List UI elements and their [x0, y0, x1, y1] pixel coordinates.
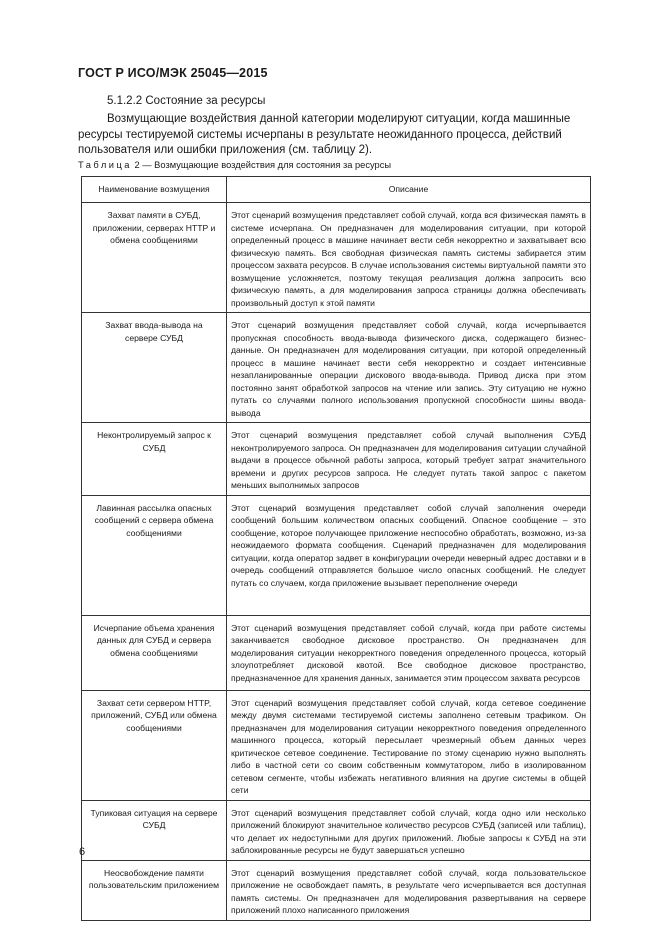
section-intro: Возмущающие воздействия данной категории моделируют ситуации, когда машинные ресурсы тестируемой системы исчерпаны в результате неожиданного процесса, действий пользователя или ошибки приложения (см. таблицу 2). — [78, 113, 571, 156]
column-header-name: Наименование возмущения — [82, 177, 227, 203]
perturbation-name: Захват сети сервером HTTP, приложений, СУБД или обмена сообщениями — [82, 690, 227, 800]
perturbation-description: Этот сценарий возмущения представляет собой случай, когда пользовательское приложение не освобождает память, в результате чего исчерпывается вся доступная память системы. Он предназначен для моделирования развертывания на сервере приложений плохо написанного приложения — [227, 860, 591, 920]
perturbation-description: Этот сценарий возмущения представляет собой случай, когда одно или несколько приложений блокируют значительное количество ресурсов СУБД (записей или таблиц), что делает их недоступными для других приложений. Любые запросы к СУБД на эти заблокированные ресурсы не будут завершаться успешно — [227, 800, 591, 860]
section-title: 5.1.2.2 Состояние за ресурсы — [107, 95, 266, 107]
perturbation-name: Неконтролируемый запрос к СУБД — [82, 423, 227, 496]
table-row — [82, 860, 591, 920]
table-caption-text: 2 — Возмущающие воздействия для состояния за ресурсы — [134, 160, 392, 170]
table-row — [82, 313, 591, 423]
table-row — [82, 690, 591, 800]
perturbation-table — [81, 176, 591, 921]
perturbation-name: Тупиковая ситуация на сервере СУБД — [82, 800, 227, 860]
perturbation-name: Захват ввода-вывода на сервере СУБД — [82, 313, 227, 423]
table-row — [82, 800, 591, 860]
perturbation-name: Исчерпание объема хранения данных для СУБД и сервера обмена сообщениями — [82, 615, 227, 690]
table-caption-label: Таблица — [78, 160, 132, 170]
perturbation-description: Этот сценарий возмущения представляет собой случай, когда сетевое соединение между двумя системами тестируемой системы заполнено сетевым трафиком. Он предназначен для моделирования ситуации некорректного поведения определенного машинного процесса, который пересылает чрезмерный объем данных через критическое сетевое соединение. Тестирование по этому сценарию нужно выполнять либо в частной сети со своим собственным коммутатором, либо в изолированном сетевом сегменте, чтобы избежать негативного влияния на другие системы в общей сети — [227, 690, 591, 800]
perturbation-name: Захват памяти в СУБД, приложении, серверах HTTP и обмена сообщениями — [82, 203, 227, 313]
perturbation-name: Неосвобождение памяти пользовательским приложением — [82, 860, 227, 920]
column-header-description: Описание — [227, 177, 591, 203]
perturbation-description: Этот сценарий возмущения представляет собой случай выполнения СУБД неконтролируемого запроса. Он предназначен для моделирования ситуации случайной выдачи в процессе обычной работы запроса, который требует затрат значительного времени и других ресурсов запроса. Не следует путать такой запрос с пакетом меньших выполнимых запросов — [227, 423, 591, 496]
table-caption — [78, 160, 391, 170]
table-row — [82, 203, 591, 313]
table-row — [82, 615, 591, 690]
perturbation-name: Лавинная рассылка опасных сообщений с сервера обмена сообщениями — [82, 495, 227, 615]
perturbation-description: Этот сценарий возмущения представляет собой случай, когда вся физическая память в системе исчерпана. Он предназначен для моделирования ситуации, при которой определенный процесс в машине начинает вести себя некорректно и захватывает всю физическую память. Вся свободная физическая память системы забирается этим процессом захвата ресурсов. В случае использования системы виртуальной памяти это возмущение усложняется, поэтому текущая реализация должна запросить всю физическую память, а для моделирования запроса страницы должна обеспечивать произвольный доступ к этой памяти — [227, 203, 591, 313]
perturbation-description: Этот сценарий возмущения представляет собой случай, когда при работе системы заканчивается свободное дисковое пространство. Он предназначен для моделирования ситуации некорректного поведения определенного процесса, который злоупотребляет дисковой квотой. Все свободное дисковое пространство, предназначенное для хранения данных, занимается этим процессом захвата ресурсов — [227, 615, 591, 690]
table-header-row — [82, 177, 591, 203]
table-row — [82, 495, 591, 615]
page-number: 6 — [79, 846, 86, 858]
standard-code: ГОСТ Р ИСО/МЭК 25045—2015 — [78, 66, 268, 80]
table-row — [82, 423, 591, 496]
perturbation-description: Этот сценарий возмущения представляет собой случай, когда исчерпывается пропускная способность ввода-вывода физического диска, содержащего бизнес-данные. Он предназначен для моделирования ситуации, при которой определенный процесс в машине начинает вести себя некорректно и создает интенсивные незапланированные операции дискового ввода-вывода. Привод диска при этом постоянно занят обработкой запросов на чтение или запись. Эту ситуацию не нужно путать со случаями полного использования пропускной способности шины ввода-вывода — [227, 313, 591, 423]
perturbation-description: Этот сценарий возмущения представляет собой случай заполнения очереди сообщений большим количеством опасных сообщений. Опасное сообщение – это сообщение, которое получающее приложение неспособно обработать, возможно, из-за неожидаемого формата сообщения. Сценарий предназначен для моделирования ситуации, когда оператор задвет в конфигурации очереди неверный адрес доставки и в очередь сообщений отправляется большое число опасных сообщений. Не следует путать со случаем, когда приложение вызывает переполнение очереди — [227, 495, 591, 615]
